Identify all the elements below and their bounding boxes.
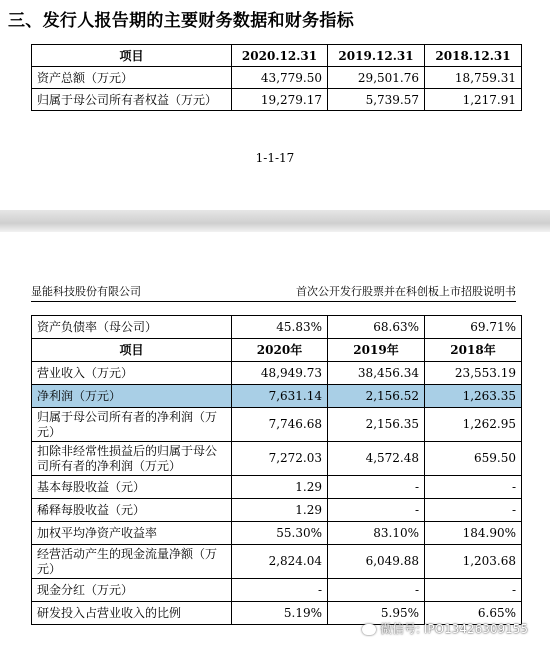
section-title: 三、发行人报告期的主要财务数据和财务指标 [8, 11, 354, 31]
row-label: 归属于母公司所有者权益（万元） [32, 89, 232, 111]
company-name: 显能科技股份有限公司 [31, 285, 141, 298]
value-cell: - [328, 476, 425, 499]
table-row [32, 499, 522, 522]
value-cell: 55.30% [232, 522, 328, 545]
value-cell: - [425, 579, 522, 602]
value-cell: 1,203.68 [425, 545, 522, 579]
row-label: 基本每股收益（元） [32, 476, 232, 499]
wechat-watermark [362, 620, 528, 637]
table-header-row [32, 45, 522, 67]
value-cell: 4,572.48 [328, 442, 425, 476]
value-cell: 5.95% [328, 602, 425, 625]
row-label: 经营活动产生的现金流量净额（万元） [32, 545, 232, 579]
row-label: 资产负债率（母公司） [32, 316, 232, 339]
value-cell: 6,049.88 [328, 545, 425, 579]
row-label: 归属于母公司所有者的净利润（万元） [32, 408, 232, 442]
value-cell: 23,553.19 [425, 362, 522, 385]
header-cell: 2020年 [232, 339, 328, 362]
value-cell: 5,739.57 [328, 89, 425, 111]
value-cell: 2,156.35 [328, 408, 425, 442]
watermark-text: 微信号: IPO13426309155 [380, 622, 529, 636]
value-cell: 7,631.14 [232, 385, 328, 408]
table-row [32, 522, 522, 545]
financial-indicators-table [31, 315, 522, 625]
header-cell: 2020.12.31 [232, 45, 328, 67]
wechat-icon [362, 624, 376, 635]
page-separator [0, 210, 550, 232]
value-cell: 184.90% [425, 522, 522, 545]
table-row [32, 67, 522, 89]
value-cell: 1,263.35 [425, 385, 522, 408]
value-cell: - [232, 579, 328, 602]
row-label: 稀释每股收益（元） [32, 499, 232, 522]
value-cell: 2,824.04 [232, 545, 328, 579]
value-cell: 5.19% [232, 602, 328, 625]
value-cell: 1.29 [232, 499, 328, 522]
header-cell: 项目 [32, 45, 232, 67]
header-cell: 2019年 [328, 339, 425, 362]
row-label: 净利润（万元） [32, 385, 232, 408]
header-cell: 2019.12.31 [328, 45, 425, 67]
value-cell: 29,501.76 [328, 67, 425, 89]
value-cell: 45.83% [232, 316, 328, 339]
value-cell: 68.63% [328, 316, 425, 339]
row-label: 营业收入（万元） [32, 362, 232, 385]
value-cell: - [328, 499, 425, 522]
header-cell: 2018年 [425, 339, 522, 362]
header-cell: 2018.12.31 [425, 45, 522, 67]
row-label: 加权平均净资产收益率 [32, 522, 232, 545]
value-cell: 83.10% [328, 522, 425, 545]
value-cell: - [425, 499, 522, 522]
table-row [32, 362, 522, 385]
value-cell: - [328, 579, 425, 602]
table-row [32, 408, 522, 442]
value-cell: 18,759.31 [425, 67, 522, 89]
row-label: 资产总额（万元） [32, 67, 232, 89]
table-row [32, 89, 522, 111]
value-cell: 69.71% [425, 316, 522, 339]
row-label: 研发投入占营业收入的比例 [32, 602, 232, 625]
value-cell: 1.29 [232, 476, 328, 499]
row-label: 扣除非经常性损益后的归属于母公司所有者的净利润（万元） [32, 442, 232, 476]
value-cell: 19,279.17 [232, 89, 328, 111]
header-cell: 项目 [32, 339, 232, 362]
value-cell: 7,272.03 [232, 442, 328, 476]
table-row [32, 579, 522, 602]
row-label: 现金分红（万元） [32, 579, 232, 602]
value-cell: 659.50 [425, 442, 522, 476]
page-number: 1-1-17 [255, 151, 295, 165]
table-header-row [32, 339, 522, 362]
value-cell: 2,156.52 [328, 385, 425, 408]
value-cell: 7,746.68 [232, 408, 328, 442]
value-cell: 48,949.73 [232, 362, 328, 385]
table-row [32, 442, 522, 476]
value-cell: 43,779.50 [232, 67, 328, 89]
document-title: 首次公开发行股票并在科创板上市招股说明书 [296, 285, 516, 298]
value-cell: 1,217.91 [425, 89, 522, 111]
value-cell: - [425, 476, 522, 499]
table-row [32, 476, 522, 499]
table-row-highlighted [32, 385, 522, 408]
table-row [32, 545, 522, 579]
value-cell: 38,456.34 [328, 362, 425, 385]
running-header [31, 283, 516, 302]
table-row [32, 316, 522, 339]
value-cell: 1,262.95 [425, 408, 522, 442]
balance-table [31, 44, 522, 111]
value-cell: 6.65% [425, 602, 522, 625]
